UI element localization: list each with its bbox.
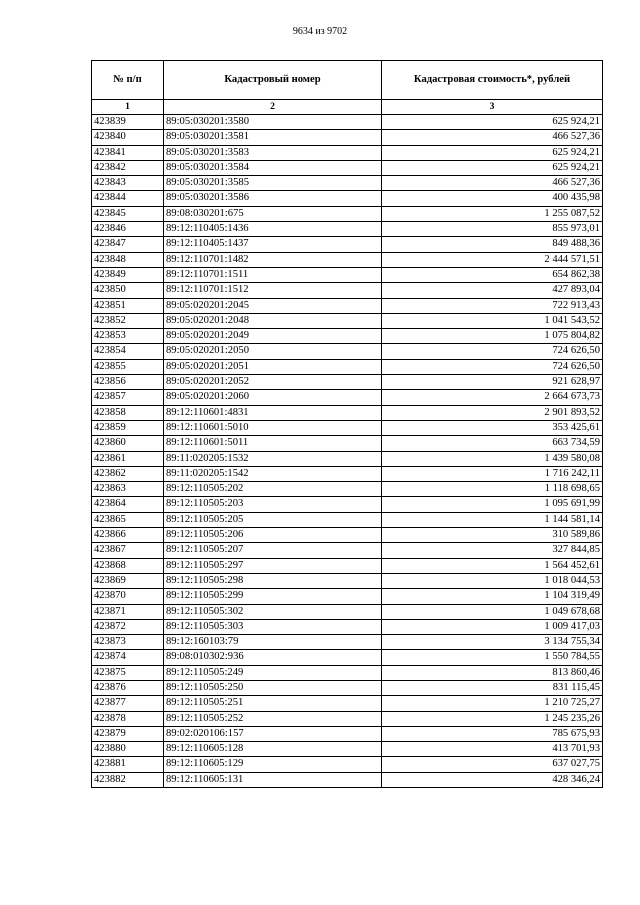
row-cadastral-value: 2 444 571,51 xyxy=(382,252,603,267)
row-cadastral-number: 89:05:030201:3584 xyxy=(164,160,382,175)
row-cadastral-value: 466 527,36 xyxy=(382,176,603,191)
row-cadastral-number: 89:08:030201:675 xyxy=(164,206,382,221)
table-row xyxy=(92,635,603,650)
row-cadastral-value: 353 425,61 xyxy=(382,420,603,435)
row-cadastral-number: 89:05:020201:2050 xyxy=(164,344,382,359)
row-cadastral-number: 89:12:110405:1436 xyxy=(164,222,382,237)
row-cadastral-value: 1 245 235,26 xyxy=(382,711,603,726)
row-cadastral-value: 1 041 543,52 xyxy=(382,313,603,328)
row-cadastral-number: 89:05:020201:2051 xyxy=(164,359,382,374)
table-row xyxy=(92,696,603,711)
row-cadastral-value: 724 626,50 xyxy=(382,344,603,359)
row-cadastral-number: 89:12:110505:203 xyxy=(164,497,382,512)
table-row xyxy=(92,757,603,772)
table-row xyxy=(92,176,603,191)
row-cadastral-number: 89:12:110701:1482 xyxy=(164,252,382,267)
page-header: 9634 из 9702 xyxy=(292,26,348,37)
row-cadastral-number: 89:11:020205:1542 xyxy=(164,466,382,481)
row-cadastral-number: 89:12:110601:5010 xyxy=(164,420,382,435)
table-row xyxy=(92,145,603,160)
row-cadastral-value: 1 018 044,53 xyxy=(382,573,603,588)
table-row xyxy=(92,742,603,757)
row-index: 423865 xyxy=(92,512,164,527)
table-row xyxy=(92,711,603,726)
row-cadastral-number: 89:12:110505:205 xyxy=(164,512,382,527)
row-index: 423868 xyxy=(92,558,164,573)
table-body xyxy=(92,115,603,788)
row-cadastral-value: 1 049 678,68 xyxy=(382,604,603,619)
row-cadastral-value: 724 626,50 xyxy=(382,359,603,374)
row-index: 423839 xyxy=(92,115,164,130)
row-cadastral-number: 89:12:110505:252 xyxy=(164,711,382,726)
row-cadastral-value: 813 860,46 xyxy=(382,665,603,680)
row-cadastral-value: 1 104 319,49 xyxy=(382,589,603,604)
table-row xyxy=(92,772,603,787)
row-index: 423849 xyxy=(92,267,164,282)
table-row xyxy=(92,680,603,695)
row-cadastral-number: 89:12:110605:131 xyxy=(164,772,382,787)
row-cadastral-number: 89:05:020201:2052 xyxy=(164,375,382,390)
row-cadastral-value: 1 210 725,27 xyxy=(382,696,603,711)
table-row xyxy=(92,420,603,435)
table-row xyxy=(92,130,603,145)
row-index: 423873 xyxy=(92,635,164,650)
table-row xyxy=(92,283,603,298)
column-number-1: 1 xyxy=(92,100,164,115)
row-cadastral-value: 413 701,93 xyxy=(382,742,603,757)
row-cadastral-value: 1 009 417,03 xyxy=(382,619,603,634)
row-index: 423842 xyxy=(92,160,164,175)
table-row xyxy=(92,405,603,420)
row-cadastral-number: 89:12:110601:5011 xyxy=(164,436,382,451)
row-index: 423878 xyxy=(92,711,164,726)
table-row xyxy=(92,359,603,374)
row-index: 423866 xyxy=(92,528,164,543)
row-cadastral-value: 466 527,36 xyxy=(382,130,603,145)
row-cadastral-number: 89:12:110505:249 xyxy=(164,665,382,680)
row-cadastral-value: 1 550 784,55 xyxy=(382,650,603,665)
row-cadastral-number: 89:02:020106:157 xyxy=(164,726,382,741)
row-index: 423862 xyxy=(92,466,164,481)
table-row xyxy=(92,665,603,680)
header-cadastral-value: Кадастровая стоимость*, рублей xyxy=(382,61,603,100)
table-row xyxy=(92,206,603,221)
row-cadastral-value: 310 589,86 xyxy=(382,528,603,543)
row-index: 423855 xyxy=(92,359,164,374)
row-cadastral-number: 89:05:020201:2049 xyxy=(164,329,382,344)
row-index: 423879 xyxy=(92,726,164,741)
row-cadastral-value: 625 924,21 xyxy=(382,145,603,160)
row-index: 423881 xyxy=(92,757,164,772)
row-cadastral-number: 89:12:110505:202 xyxy=(164,482,382,497)
row-cadastral-value: 1 564 452,61 xyxy=(382,558,603,573)
table-row xyxy=(92,298,603,313)
table-row xyxy=(92,558,603,573)
row-cadastral-value: 327 844,85 xyxy=(382,543,603,558)
table-row xyxy=(92,543,603,558)
table-row xyxy=(92,160,603,175)
table-row xyxy=(92,375,603,390)
row-index: 423877 xyxy=(92,696,164,711)
row-index: 423863 xyxy=(92,482,164,497)
row-cadastral-number: 89:11:020205:1532 xyxy=(164,451,382,466)
table-row xyxy=(92,252,603,267)
row-cadastral-value: 1 255 087,52 xyxy=(382,206,603,221)
row-cadastral-value: 1 095 691,99 xyxy=(382,497,603,512)
row-cadastral-number: 89:12:110505:303 xyxy=(164,619,382,634)
row-cadastral-value: 428 346,24 xyxy=(382,772,603,787)
column-number-2: 2 xyxy=(164,100,382,115)
row-cadastral-number: 89:12:110505:206 xyxy=(164,528,382,543)
table-row xyxy=(92,528,603,543)
table-row xyxy=(92,222,603,237)
row-index: 423869 xyxy=(92,573,164,588)
row-index: 423847 xyxy=(92,237,164,252)
row-cadastral-value: 849 488,36 xyxy=(382,237,603,252)
row-cadastral-number: 89:12:110505:250 xyxy=(164,680,382,695)
table-row xyxy=(92,390,603,405)
row-cadastral-value: 1 439 580,08 xyxy=(382,451,603,466)
row-cadastral-number: 89:05:030201:3581 xyxy=(164,130,382,145)
row-cadastral-value: 625 924,21 xyxy=(382,160,603,175)
row-index: 423856 xyxy=(92,375,164,390)
row-cadastral-number: 89:12:110601:4831 xyxy=(164,405,382,420)
column-number-row xyxy=(92,100,603,115)
row-cadastral-number: 89:05:030201:3585 xyxy=(164,176,382,191)
row-cadastral-value: 2 664 673,73 xyxy=(382,390,603,405)
row-cadastral-number: 89:05:030201:3580 xyxy=(164,115,382,130)
row-cadastral-value: 921 628,97 xyxy=(382,375,603,390)
row-cadastral-number: 89:12:110405:1437 xyxy=(164,237,382,252)
row-index: 423861 xyxy=(92,451,164,466)
row-index: 423874 xyxy=(92,650,164,665)
row-cadastral-value: 785 675,93 xyxy=(382,726,603,741)
row-cadastral-value: 663 734,59 xyxy=(382,436,603,451)
row-cadastral-number: 89:12:110701:1511 xyxy=(164,267,382,282)
column-number-3: 3 xyxy=(382,100,603,115)
row-index: 423843 xyxy=(92,176,164,191)
row-cadastral-number: 89:12:110505:297 xyxy=(164,558,382,573)
table-header-row xyxy=(92,61,603,100)
table-row xyxy=(92,650,603,665)
row-cadastral-number: 89:12:110505:251 xyxy=(164,696,382,711)
row-index: 423872 xyxy=(92,619,164,634)
row-index: 423857 xyxy=(92,390,164,405)
table-row xyxy=(92,497,603,512)
row-index: 423859 xyxy=(92,420,164,435)
row-index: 423870 xyxy=(92,589,164,604)
row-cadastral-number: 89:05:020201:2045 xyxy=(164,298,382,313)
row-index: 423845 xyxy=(92,206,164,221)
table-row xyxy=(92,726,603,741)
row-index: 423871 xyxy=(92,604,164,619)
table-row xyxy=(92,237,603,252)
row-cadastral-value: 1 118 698,65 xyxy=(382,482,603,497)
header-index: № п/п xyxy=(92,61,164,100)
row-cadastral-number: 89:12:110505:299 xyxy=(164,589,382,604)
table-row xyxy=(92,451,603,466)
row-index: 423858 xyxy=(92,405,164,420)
cadastral-table xyxy=(91,60,603,788)
table-row xyxy=(92,512,603,527)
row-cadastral-number: 89:05:030201:3586 xyxy=(164,191,382,206)
row-cadastral-value: 2 901 893,52 xyxy=(382,405,603,420)
row-cadastral-number: 89:12:110505:207 xyxy=(164,543,382,558)
row-cadastral-value: 855 973,01 xyxy=(382,222,603,237)
row-cadastral-number: 89:12:110605:128 xyxy=(164,742,382,757)
row-cadastral-value: 722 913,43 xyxy=(382,298,603,313)
row-cadastral-number: 89:05:030201:3583 xyxy=(164,145,382,160)
table-row xyxy=(92,436,603,451)
table-row xyxy=(92,267,603,282)
row-cadastral-number: 89:12:110505:298 xyxy=(164,573,382,588)
row-cadastral-value: 1 716 242,11 xyxy=(382,466,603,481)
row-cadastral-value: 637 027,75 xyxy=(382,757,603,772)
row-index: 423844 xyxy=(92,191,164,206)
row-index: 423853 xyxy=(92,329,164,344)
row-cadastral-value: 654 862,38 xyxy=(382,267,603,282)
row-cadastral-value: 1 144 581,14 xyxy=(382,512,603,527)
row-index: 423848 xyxy=(92,252,164,267)
row-index: 423850 xyxy=(92,283,164,298)
row-cadastral-number: 89:12:110701:1512 xyxy=(164,283,382,298)
row-cadastral-value: 3 134 755,34 xyxy=(382,635,603,650)
row-cadastral-value: 400 435,98 xyxy=(382,191,603,206)
table-row xyxy=(92,573,603,588)
row-index: 423867 xyxy=(92,543,164,558)
table-row xyxy=(92,482,603,497)
row-index: 423875 xyxy=(92,665,164,680)
row-cadastral-number: 89:12:160103:79 xyxy=(164,635,382,650)
table-row xyxy=(92,466,603,481)
row-index: 423882 xyxy=(92,772,164,787)
row-index: 423880 xyxy=(92,742,164,757)
table-row xyxy=(92,313,603,328)
table-row xyxy=(92,115,603,130)
row-cadastral-number: 89:08:010302:936 xyxy=(164,650,382,665)
row-cadastral-number: 89:12:110505:302 xyxy=(164,604,382,619)
row-cadastral-value: 625 924,21 xyxy=(382,115,603,130)
row-index: 423854 xyxy=(92,344,164,359)
row-cadastral-value: 427 893,04 xyxy=(382,283,603,298)
row-index: 423860 xyxy=(92,436,164,451)
table-row xyxy=(92,329,603,344)
table-row xyxy=(92,604,603,619)
row-index: 423852 xyxy=(92,313,164,328)
row-index: 423876 xyxy=(92,680,164,695)
row-cadastral-value: 831 115,45 xyxy=(382,680,603,695)
table-row xyxy=(92,619,603,634)
header-cadastral-number: Кадастровый номер xyxy=(164,61,382,100)
row-index: 423851 xyxy=(92,298,164,313)
row-index: 423840 xyxy=(92,130,164,145)
table-row xyxy=(92,191,603,206)
row-cadastral-value: 1 075 804,82 xyxy=(382,329,603,344)
table-row xyxy=(92,589,603,604)
row-cadastral-number: 89:05:020201:2060 xyxy=(164,390,382,405)
row-cadastral-number: 89:12:110605:129 xyxy=(164,757,382,772)
table-row xyxy=(92,344,603,359)
row-index: 423841 xyxy=(92,145,164,160)
row-index: 423846 xyxy=(92,222,164,237)
row-index: 423864 xyxy=(92,497,164,512)
row-cadastral-number: 89:05:020201:2048 xyxy=(164,313,382,328)
